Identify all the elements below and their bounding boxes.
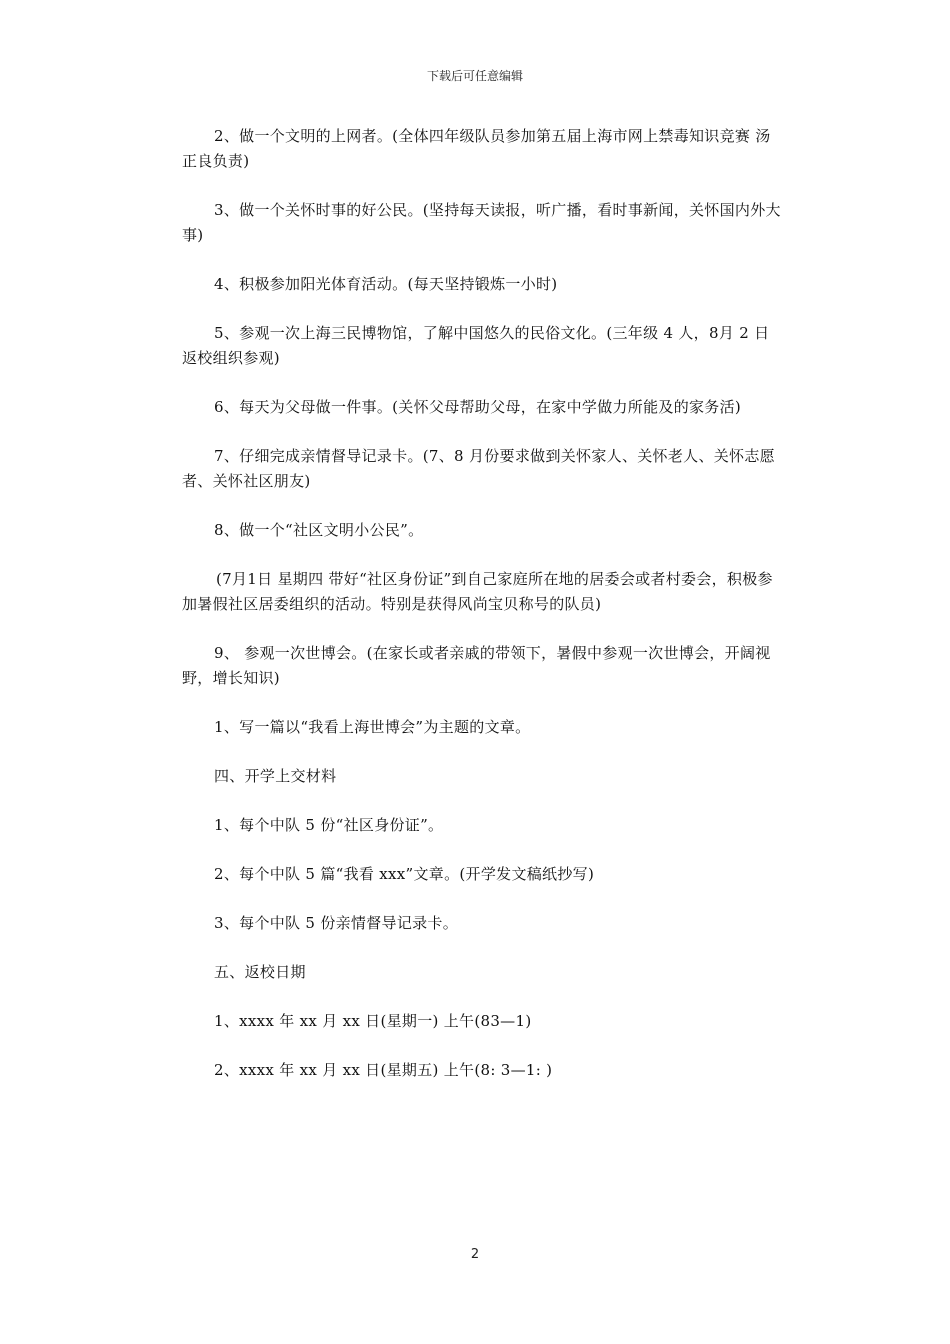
paragraph-materials-2: 2、每个中队 5 篇“我看 xxx”文章。(开学发文稿纸抄写): [214, 865, 595, 883]
paragraph-item-9: 9、 参观一次世博会。(在家长或者亲戚的带领下，暑假中参观一次世博会，开阔视野，增长知识): [182, 644, 771, 687]
paragraph-item-8: 8、做一个“社区文明小公民”。: [214, 521, 424, 539]
page-number: 2: [470, 1247, 480, 1262]
paragraph-materials-3: 3、每个中队 5 份亲情督导记录卡。: [214, 914, 459, 932]
page-header: 下载后可任意编辑: [426, 69, 523, 83]
paragraph-materials-1: 1、每个中队 5 份“社区身份证”。: [214, 816, 444, 834]
paragraph-return-date-1: 1、xxxx 年 xx 月 xx 日(星期一) 上午(83—1): [214, 1012, 532, 1030]
paragraph-date-note: (7月1日 星期四 带好“社区身份证”到自己家庭所在地的居委会或者村委会，积极参加暑假社区居委组织的活动。特别是获得风尚宝贝称号的队员): [182, 570, 773, 613]
paragraph-item-7: 7、仔细完成亲情督导记录卡。(7、8 月份要求做到关怀家人、关怀老人、关怀志愿者、关怀社区朋友): [182, 447, 775, 490]
section-heading-return-dates: 五、返校日期: [214, 963, 306, 981]
section-heading-materials: 四、开学上交材料: [214, 767, 337, 785]
paragraph-item-5: 5、参观一次上海三民博物馆，了解中国悠久的民俗文化。(三年级 4 人，8月 2 日返校组织参观): [182, 324, 770, 367]
paragraph-item-6: 6、每天为父母做一件事。(关怀父母帮助父母，在家中学做力所能及的家务活): [214, 398, 742, 416]
paragraph-item-3: 3、做一个关怀时事的好公民。(坚持每天读报，听广播，看时事新闻，关怀国内外大事): [182, 201, 781, 244]
paragraph-item-2: 2、做一个文明的上网者。(全体四年级队员参加第五届上海市网上禁毒知识竞赛 汤正良负责): [182, 127, 771, 170]
paragraph-essay: 1、写一篇以“我看上海世博会”为主题的文章。: [214, 718, 531, 736]
paragraph-return-date-2: 2、xxxx 年 xx 月 xx 日(星期五) 上午(8: 3—1: ): [214, 1061, 553, 1079]
paragraph-item-4: 4、积极参加阳光体育活动。(每天坚持锻炼一小时): [214, 275, 558, 293]
document-body: [182, 124, 782, 1107]
